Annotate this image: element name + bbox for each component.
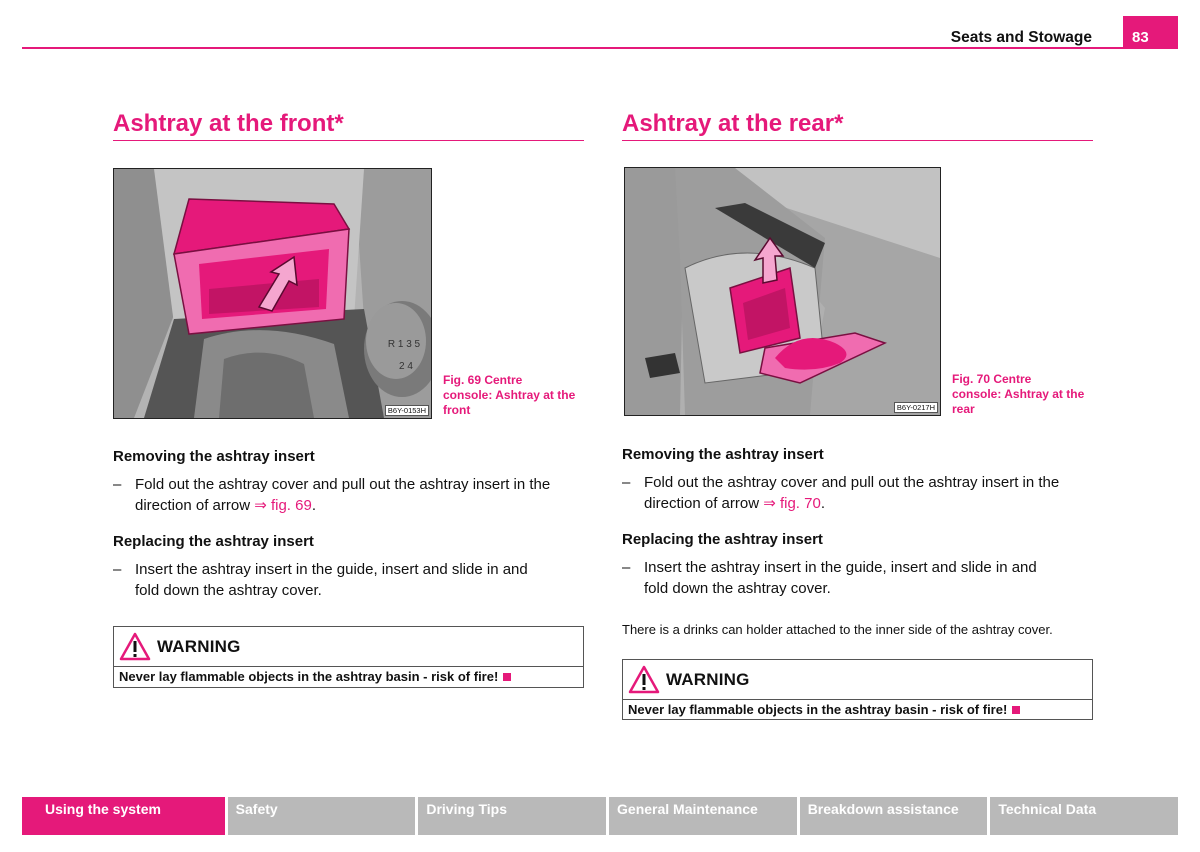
figure-code: B6Y-0153H	[385, 405, 429, 416]
warning-text: Never lay flammable objects in the ashtray basin - risk of fire!	[119, 669, 511, 684]
figure-69	[113, 168, 432, 419]
warning-header	[623, 660, 1092, 700]
gear-pattern-bottom: 2 4	[399, 361, 413, 372]
left-replacing-heading: Replacing the ashtray insert	[113, 533, 314, 550]
tab-safety[interactable]: Safety	[228, 797, 416, 835]
warning-title: WARNING	[157, 637, 241, 656]
right-replacing-heading: Replacing the ashtray insert	[622, 531, 823, 548]
right-title-rule	[622, 140, 1093, 141]
warning-title: WARNING	[666, 670, 750, 689]
warning-triangle-icon	[119, 632, 151, 661]
tab-driving-tips[interactable]: Driving Tips	[418, 797, 606, 835]
end-of-section-marker	[503, 673, 511, 681]
end-of-section-marker	[1012, 706, 1020, 714]
fig-69-link[interactable]: fig. 69	[270, 497, 312, 514]
figure-70-caption: Fig. 70 Centre console: Ashtray at the rear	[952, 372, 1085, 416]
arrow-icon: ⇒	[763, 495, 776, 512]
rear-ashtray-illustration	[625, 168, 940, 415]
left-removing-heading: Removing the ashtray insert	[113, 448, 315, 465]
figure-69-caption: Fig. 69 Centre console: Ashtray at the front	[443, 373, 576, 417]
figure-code: B6Y-0217H	[894, 402, 938, 413]
left-replacing-step: – Insert the ashtray insert in the guide, insert and slide in and fold down the ashtray cover.	[113, 561, 528, 599]
warning-text: Never lay flammable objects in the ashtray basin - risk of fire!	[628, 702, 1020, 717]
left-title: Ashtray at the front*	[113, 110, 344, 137]
section-title: Seats and Stowage	[950, 29, 1092, 46]
tab-general-maintenance[interactable]: General Maintenance	[609, 797, 797, 835]
right-warning-box	[622, 659, 1093, 720]
drinks-holder-note: There is a drinks can holder attached to the inner side of the ashtray cover.	[622, 622, 1053, 637]
arrow-icon: ⇒	[254, 497, 267, 514]
figure-70	[624, 167, 941, 416]
gear-pattern-top: R 1 3 5	[387, 339, 421, 350]
front-ashtray-illustration	[114, 169, 431, 418]
right-removing-heading: Removing the ashtray insert	[622, 446, 824, 463]
left-title-rule	[113, 140, 584, 141]
tab-using-the-system[interactable]: Using the system	[22, 797, 225, 835]
tab-technical-data[interactable]: Technical Data	[990, 797, 1178, 835]
warning-triangle-icon	[628, 665, 660, 694]
right-removing-step: – Fold out the ashtray cover and pull out the ashtray insert in the direction of arrow ⇒ fig. 70.	[622, 474, 1060, 512]
page-number: 83	[1123, 16, 1178, 49]
fig-70-link[interactable]: fig. 70	[779, 495, 821, 512]
warning-header	[114, 627, 583, 667]
right-replacing-step: – Insert the ashtray insert in the guide, insert and slide in and fold down the ashtray cover.	[622, 559, 1037, 597]
tab-breakdown-assistance[interactable]: Breakdown assistance	[800, 797, 988, 835]
left-removing-step: – Fold out the ashtray cover and pull out the ashtray insert in the direction of arrow ⇒ fig. 69.	[113, 476, 551, 514]
right-title: Ashtray at the rear*	[622, 110, 844, 137]
left-warning-box	[113, 626, 584, 688]
header-rule	[22, 47, 1178, 49]
footer-tab-bar	[22, 797, 1178, 835]
